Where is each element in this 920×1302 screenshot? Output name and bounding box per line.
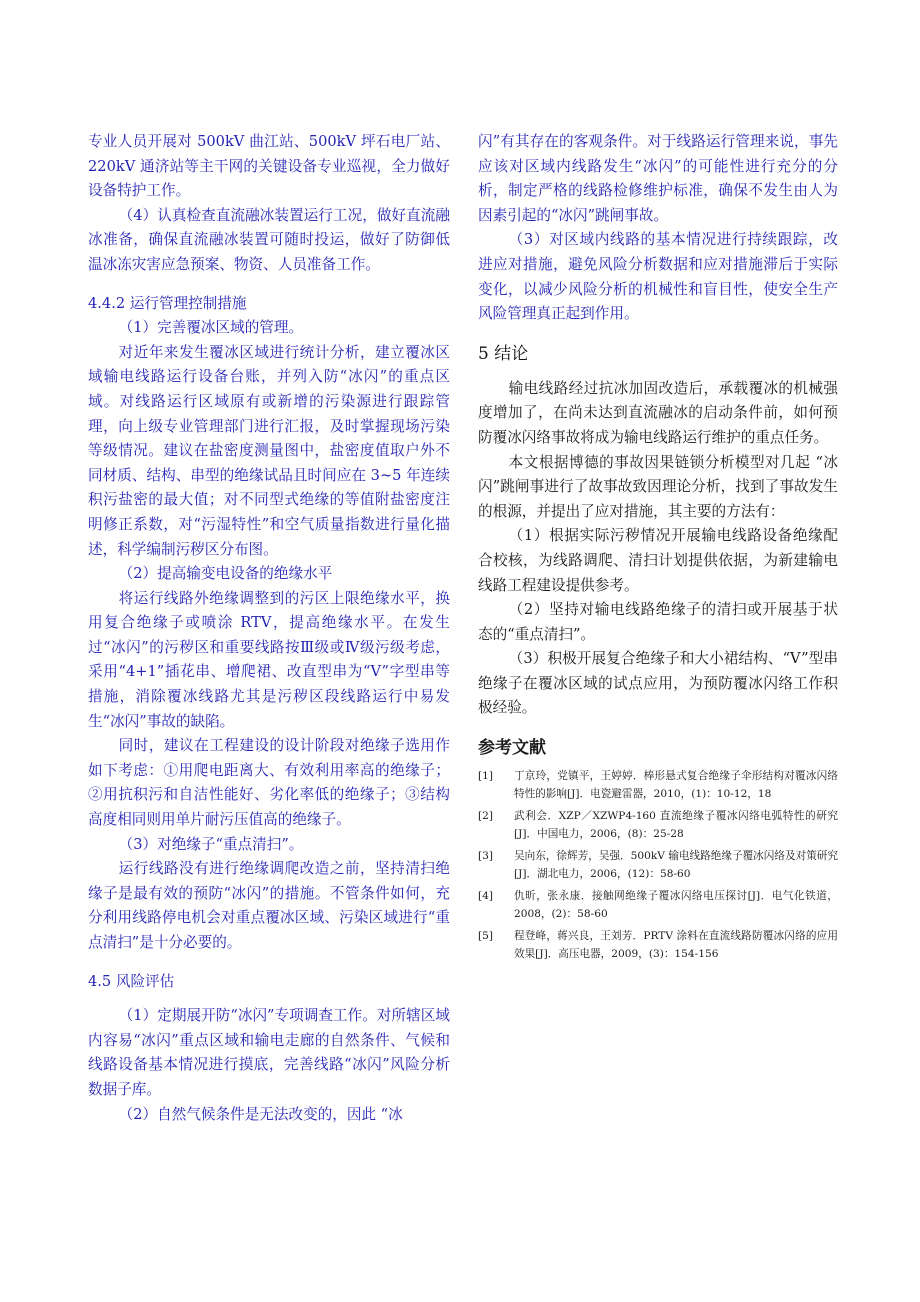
subsection-1-body: 对近年来发生覆冰区域进行统计分析，建立覆冰区域输电线路运行设备台账，并列入防“冰闪”的重点区域。对线路运行区域原有或新增的污染源进行跟踪管理，向上级专业管理部门进行汇报，及时掌握现场污染等级情况。建议在盐密度测量图中，盐密度值取户外不同材质、结构、串型的绝缘试品且时间应在 3~5 年连续积污盐密的最大值；对不同型式绝缘的等值附盐密度注明修正系数，对“污湿特性”和空气质量指数进行量化描述，科学编制污秽区分布图。 — [88, 343, 450, 558]
paragraph-continuation: 专业人员开展对 500kV 曲江站、500kV 坪石电厂站、220kV 通济站等主干网的关键设备专业巡视，全力做好设备特护工作。 — [88, 133, 450, 200]
reference-item — [478, 807, 838, 843]
reference-text: 武利会．XZP／XZWP4-160 直流绝缘子覆冰闪络电弧特性的研究[J]．中国电力，2006，(8)：25-28 — [514, 810, 838, 841]
section-heading-4-4-2: 4.4.2 运行管理控制措施 — [88, 294, 247, 312]
reference-item — [478, 847, 838, 883]
subsection-1-title: （1）完善覆冰区域的管理。 — [118, 319, 304, 337]
left-column — [88, 130, 450, 1127]
conclusion-item-3: （3）积极开展复合绝缘子和大小裙结构、“V”型串绝缘子在覆冰区域的试点应用，为预防覆冰闪络工作积极经验。 — [478, 650, 838, 717]
reference-text: 仇昕，张永康．接触网绝缘子覆冰闪络电压探讨[J]．电气化铁道，2008，(2)：58-60 — [514, 890, 838, 921]
risk-item-2: （2）自然气候条件是无法改变的，因此 “冰 — [118, 1105, 403, 1123]
reference-text: 程登峰，蒋兴良，王刘芳．PRTV 涂料在直流线路防覆冰闪络的应用效果[J]．高压电器，2009，(3)：154-156 — [514, 930, 838, 961]
paragraph-continuation-right: 闪”有其存在的客观条件。对于线路运行管理来说，事先应该对区域内线路发生“冰闪”的可能性进行充分的分析，制定严格的线路检修维护标准，确保不发生由人为因素引起的“冰闪”跳闸事故。 — [478, 133, 838, 224]
reference-item — [478, 767, 838, 803]
subsection-2-body-2: 同时，建议在工程建设的设计阶段对绝缘子选用作如下考虑：①用爬电距离大、有效利用率高的绝缘子；②用抗积污和自洁性能好、劣化率低的绝缘子；③结构高度相同则用单片耐污压值高的绝缘子。 — [88, 737, 450, 829]
reference-number: [3] — [478, 850, 494, 863]
subsection-2-body: 将运行线路外绝缘调整到的污区上限绝缘水平，换用复合绝缘子或喷涂 RTV，提高绝缘水平。在发生过“冰闪”的污秽区和重要线路按Ⅲ级或Ⅳ级污级考虑，采用“4+1”插花串、增爬裙、改直型串为“V”字型串等措施，消除覆冰线路尤其是污秽区段线路运行中易发生“冰闪”事故的缺陷。 — [88, 589, 450, 730]
section-heading-conclusion: 5 结论 — [478, 343, 529, 364]
section-heading-4-5: 4.5 风险评估 — [88, 972, 175, 990]
conclusion-item-2: （2）坚持对输电线路绝缘子的清扫或开展基于状态的“重点清扫”。 — [478, 601, 838, 643]
reference-number: [4] — [478, 890, 494, 903]
subsection-3-body: 运行线路没有进行绝缘调爬改造之前，坚持清扫绝缘子是最有效的预防“冰闪”的措施。不管条件如何，充分利用线路停电机会对重点覆冰区域、污染区域进行“重点清扫”是十分必要的。 — [88, 860, 450, 951]
reference-item — [478, 887, 838, 923]
right-column — [478, 130, 838, 967]
references-heading: 参考文献 — [478, 738, 546, 759]
paragraph-item-4: （4）认真检查直流融冰装置运行工况，做好直流融冰准备，确保直流融冰装置可随时投运，做好了防御低温冰冻灾害应急预案、物资、人员准备工作。 — [88, 206, 450, 273]
reference-text: 丁京玲，党镇平，王婷婷．棒形悬式复合绝缘子伞形结构对覆冰闪络特性的影响[J]．电瓷避雷器，2010，(1)：10-12，18 — [514, 770, 838, 801]
subsection-2-title: （2）提高输变电设备的绝缘水平 — [118, 565, 333, 583]
risk-item-1: （1）定期展开防“冰闪”专项调查工作。对所辖区域内容易“冰闪”重点区域和输电走廊的自然条件、气候和线路设备基本情况进行摸底，完善线路“冰闪”风险分析数据子库。 — [88, 1007, 450, 1098]
conclusion-item-1: （1）根据实际污秽情况开展输电线路设备绝缘配合校核，为线路调爬、清扫计划提供依据，为新建输电线路工程建设提供参考。 — [478, 527, 838, 594]
references-list — [478, 767, 838, 963]
reference-number: [2] — [478, 810, 494, 823]
conclusion-paragraph-2: 本文根据博德的事故因果链锁分析模型对几起 “冰闪”跳闸事进行了故事故致因理论分析，找到了事故发生的根源，并提出了应对措施，其主要的方法有： — [478, 453, 838, 520]
reference-number: [1] — [478, 770, 494, 783]
conclusion-paragraph-1: 输电线路经过抗冰加固改造后，承载覆冰的机械强度增加了，在尚未达到直流融冰的启动条件前，如何预防覆冰闪络事故将成为输电线路运行维护的重点任务。 — [478, 379, 838, 446]
reference-number: [5] — [478, 930, 494, 943]
reference-item — [478, 927, 838, 963]
subsection-3-title: （3）对绝缘子“重点清扫”。 — [118, 835, 304, 853]
reference-text: 吴向东，徐辉芳，吴强．500kV 输电线路绝缘子覆冰闪络及对策研究[J]．湖北电力，2006，(12)：58-60 — [514, 850, 838, 881]
paragraph-item-3: （3）对区域内线路的基本情况进行持续跟踪，改进应对措施，避免风险分析数据和应对措施滞后于实际变化，以减少风险分析的机械性和盲目性，使安全生产风险管理真正起到作用。 — [478, 231, 838, 323]
